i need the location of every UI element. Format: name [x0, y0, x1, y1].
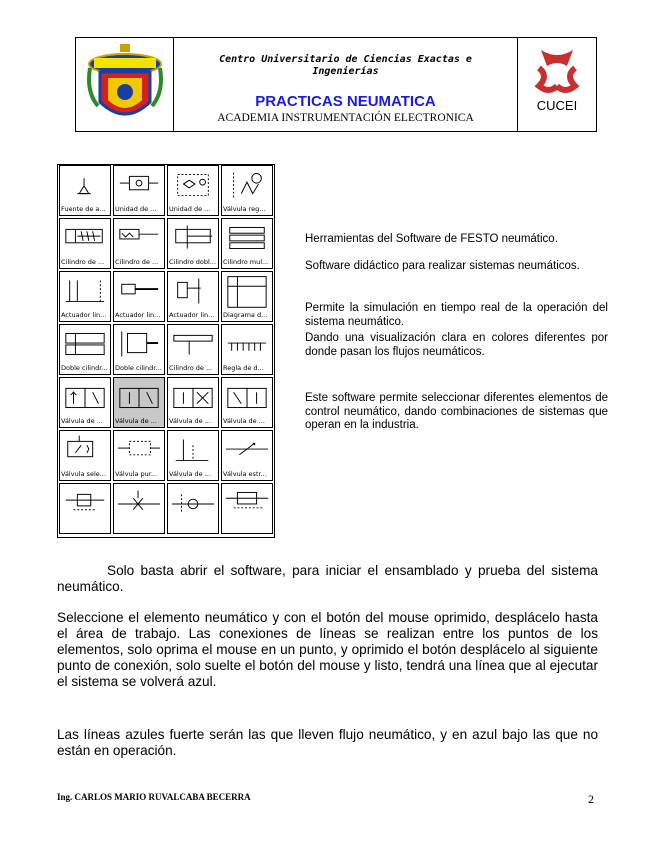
palette-tile-label: Cilindro mul...	[223, 258, 269, 266]
palette-tile[interactable]	[113, 271, 165, 322]
cucei-logo	[527, 46, 587, 116]
palette-tile[interactable]	[113, 218, 165, 269]
palette-tile-label	[61, 522, 109, 532]
palette-tile[interactable]	[59, 271, 111, 322]
valve-selected-icon	[116, 380, 162, 414]
simulation-text: Permite la simulación en tiempo real de la operación del sistema neumático.	[305, 302, 608, 328]
palette-tile[interactable]	[167, 271, 219, 322]
palette-tile-label: Válvula reg...	[223, 205, 266, 213]
double-cylinder-2-icon	[62, 327, 108, 361]
palette-tile-label: Cilindro dobl...	[169, 258, 217, 266]
palette-tile[interactable]	[113, 165, 165, 216]
palette-tile[interactable]	[221, 483, 273, 534]
footer-author: Ing. CARLOS MARIO RUVALCABA BECERRA	[57, 792, 251, 802]
palette-tile-label: Cilindro de ...	[169, 364, 213, 372]
palette-tile-label: Válvula estr...	[223, 470, 267, 478]
page-title: PRACTICAS NEUMATICA	[255, 93, 436, 110]
palette-tile-label: Válvula sele...	[61, 470, 106, 478]
cylinder-2-icon	[170, 327, 216, 361]
palette-tile[interactable]	[221, 165, 273, 216]
palette-tile-label: Regla de d...	[223, 364, 264, 372]
body-paragraph-2: Seleccione el elemento neumático y con el botón del mouse oprimido, desplácelo hasta el área de trabajo. Las conexiones de líneas se realizan entre los puntos de los elementos, solo oprima el mouse en un punto, y oprimido el botón desplácelo al siguiente punto de conexión, solo suelte el botón del mouse y listo, tendrá una línea que al ejecutar el sistema se volverá azul.	[57, 610, 598, 689]
page-number: 2	[588, 792, 594, 806]
selector-valve-icon	[62, 433, 108, 467]
palette-tile-label: Válvula de ...	[61, 417, 103, 425]
palette-tile-label: Válvula de ...	[169, 417, 211, 425]
palette-tile-label: Diagrama d...	[223, 311, 268, 319]
valve-icon	[62, 380, 108, 414]
udg-logo-cell	[76, 38, 174, 131]
cylinder-icon	[62, 221, 108, 255]
document-header	[75, 37, 597, 132]
palette-tile-label: Cilindro de ...	[61, 258, 105, 266]
palette-tile[interactable]	[167, 377, 219, 428]
ruler-icon	[224, 327, 270, 361]
palette-tile-label: Válvula de ...	[169, 470, 211, 478]
palette-tile-label	[169, 522, 217, 532]
header-title-cell	[174, 38, 518, 131]
palette-tile-label: Unidad de ...	[115, 205, 157, 213]
valve-3-icon	[224, 380, 270, 414]
palette-tile[interactable]	[59, 165, 111, 216]
flow-valve-icon	[116, 486, 162, 520]
diagram-icon	[224, 274, 270, 308]
visualization-text: Dando una visualización clara en colores diferentes por donde pasan los flujos neumáticos.	[305, 332, 608, 358]
flow-valve-2-icon	[170, 486, 216, 520]
palette-tile[interactable]	[167, 430, 219, 481]
flow-valve-3-icon	[224, 486, 270, 520]
academy-subtitle: ACADEMIA INSTRUMENTACIÓN ELECTRONICA	[217, 112, 474, 124]
palette-tile[interactable]	[113, 377, 165, 428]
palette-tile-label: Válvula de ...	[115, 417, 157, 425]
valve-4-icon	[170, 433, 216, 467]
double-cylinder-icon	[170, 221, 216, 255]
body-paragraph-1: Solo basta abrir el software, para iniciar el ensamblado y prueba del sistema neumático.	[57, 563, 598, 594]
palette-tile[interactable]	[221, 430, 273, 481]
purge-valve-icon	[116, 433, 162, 467]
palette-tile-label	[223, 522, 271, 532]
palette-tile[interactable]	[113, 483, 165, 534]
palette-tile-label	[115, 522, 163, 532]
body-paragraph-3: Las líneas azules fuerte serán las que lleven flujo neumático, y en azul bajo las que no están en operación.	[57, 727, 598, 758]
palette-tile[interactable]	[221, 218, 273, 269]
palette-tile[interactable]	[113, 430, 165, 481]
palette-tile[interactable]	[113, 324, 165, 375]
palette-tile[interactable]	[221, 377, 273, 428]
palette-tile[interactable]	[167, 483, 219, 534]
palette-tile-label: Doble cilindr...	[115, 364, 162, 372]
palette-tile-label: Válvula pur...	[115, 470, 158, 478]
palette-tile[interactable]	[221, 324, 273, 375]
palette-tile-label: Actuador lin...	[61, 311, 107, 319]
linear-actuator-icon	[62, 274, 108, 308]
multi-cylinder-icon	[224, 221, 270, 255]
double-cylinder-3-icon	[116, 327, 162, 361]
pressure-regulator-icon	[224, 168, 270, 202]
cucei-logo-cell	[518, 38, 596, 131]
palette-tile[interactable]	[59, 218, 111, 269]
palette-tile[interactable]	[59, 430, 111, 481]
maintenance-unit-detailed-icon	[170, 168, 216, 202]
palette-tile[interactable]	[221, 271, 273, 322]
linear-actuator-2-icon	[116, 274, 162, 308]
check-valve-icon	[62, 486, 108, 520]
palette-tile[interactable]	[167, 165, 219, 216]
udg-crest-logo	[86, 42, 164, 128]
palette-tile-label: Actuador lin...	[169, 311, 215, 319]
palette-tile-label: Válvula de ...	[223, 417, 265, 425]
palette-tile-label: Unidad de ...	[169, 205, 211, 213]
linear-actuator-3-icon	[170, 274, 216, 308]
palette-tile[interactable]	[167, 218, 219, 269]
software-tools-text: Herramientas del Software de FESTO neumático.	[305, 233, 558, 245]
throttle-valve-icon	[224, 433, 270, 467]
palette-tile[interactable]	[59, 377, 111, 428]
palette-tile[interactable]	[59, 483, 111, 534]
festo-tool-palette[interactable]	[57, 164, 275, 538]
software-select-text: Este software permite seleccionar diferentes elementos de control neumático, dando combinaciones de sistemas que operan en la industria.	[305, 392, 608, 431]
svg-text:CUCEI: CUCEI	[536, 98, 578, 113]
maintenance-unit-icon	[116, 168, 162, 202]
palette-tile-label: Doble cilindr...	[61, 364, 108, 372]
cylinder-spring-icon	[116, 221, 162, 255]
institution-name: Centro Universitario de Ciencias Exactas e Ingenierías	[219, 54, 472, 77]
palette-tile-label: Actuador lin...	[115, 311, 161, 319]
air-source-icon	[62, 168, 108, 202]
palette-tile[interactable]	[59, 324, 111, 375]
software-didactic-text: Software didáctico para realizar sistemas neumáticos.	[305, 260, 580, 272]
palette-tile-label: Cilindro de ...	[115, 258, 159, 266]
palette-tile-label: Fuente de a...	[61, 205, 106, 213]
palette-tile[interactable]	[167, 324, 219, 375]
valve-2-icon	[170, 380, 216, 414]
